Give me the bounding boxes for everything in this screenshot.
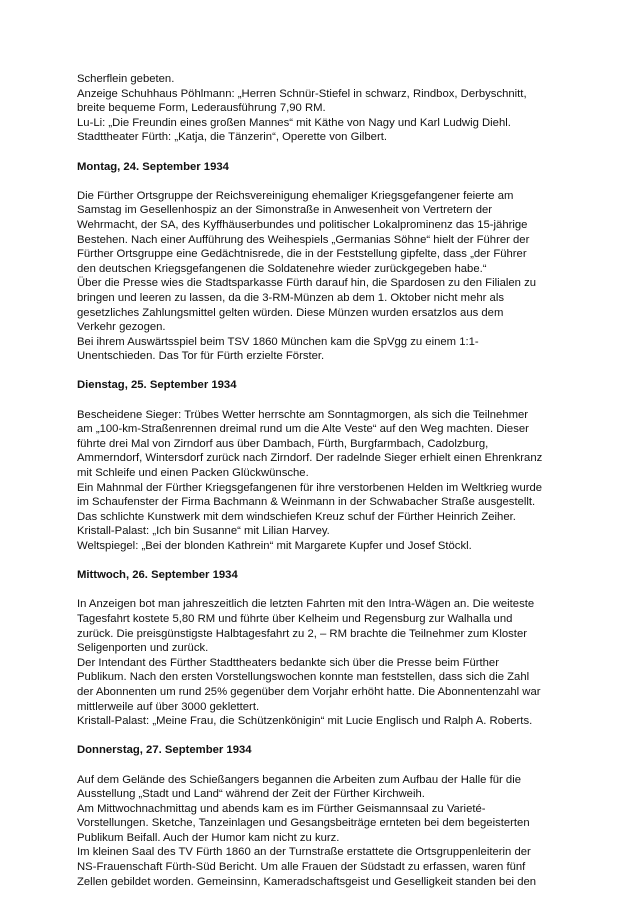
text-line: Im kleinen Saal des TV Fürth 1860 an der Turnstraße erstattete die Ortsgruppenleiterin der bbox=[77, 846, 531, 859]
text-line: Tagesfahrt kostete 5,80 RM und führte über Kelheim und Regensburg zur Walhalla und bbox=[77, 612, 513, 625]
text-line: Kristall-Palast: „Ich bin Susanne“ mit Lilian Harvey. bbox=[77, 525, 330, 538]
text-line: führte drei Mal von Zirndorf aus über Dambach, Fürth, Burgfarmbach, Cadolzburg, bbox=[77, 437, 489, 450]
text-line: Fürther Ortsgruppe eine Gedächtnisrede, die in der Feststellung gipfelte, dass „der Führer bbox=[77, 248, 527, 261]
text-line: Ausstellung „Stadt und Land“ während der Zeit der Fürther Kirchweih. bbox=[77, 788, 425, 801]
text-line: Bescheidene Sieger: Trübes Wetter herrschte am Sonntagmorgen, als sich die Teilnehmer bbox=[77, 408, 529, 421]
text-line: Das schlichte Kunstwerk mit dem windschiefen Kreuz schuf der Fürther Heinrich Zeiher. bbox=[77, 510, 516, 523]
text-line: Am Mittwochnachmittag und abends kam es im Fürther Geismannsaal zu Varieté- bbox=[77, 802, 486, 815]
text-line: Wehrmacht, der SA, des Kyffhäuserbundes und politischer Lokalprominenz das 15-jährige bbox=[77, 218, 528, 231]
text-line: mittlerweile auf über 3000 geklettert. bbox=[77, 700, 260, 713]
text-line: Weltspiegel: „Bei der blonden Kathrein“ mit Margarete Kupfer und Josef Stöckl. bbox=[77, 540, 472, 552]
section-heading: Donnerstag, 27. September 1934 bbox=[77, 744, 252, 757]
section-heading: Dienstag, 25. September 1934 bbox=[77, 379, 237, 392]
text-line: der Abonnenten um rund 25% gegenüber dem Vorjahr erhöht hatte. Die Abonnentenzahl war bbox=[77, 685, 541, 698]
text-line: mit Schleife und einen Packen Glückwünsche. bbox=[77, 467, 309, 480]
intro-block bbox=[77, 72, 577, 145]
text-line: Der Intendant des Fürther Stadttheaters bedankte sich über die Presse beim Fürther bbox=[77, 656, 499, 669]
text-line: Samstag im Gesellenhospiz an der Simonstraße in Anwesenheit von Vertretern der bbox=[77, 204, 493, 217]
text-line: Vorstellungen. Sketche, Tanzeinlagen und Gesangsbeiträge ernteten bei dem begeisterten bbox=[77, 817, 530, 830]
text-line: Bei ihrem Auswärtsspiel beim TSV 1860 München kam die SpVgg zu einem 1:1- bbox=[77, 335, 479, 348]
text-line: NS-Frauenschaft Fürth-Süd Bericht. Um alle Frauen der Südstadt zu erfassen, waren fünf bbox=[77, 861, 526, 874]
text-line: bringen und leeren zu lassen, da die 3-RM-Münzen ab dem 1. Oktober nicht mehr als bbox=[77, 291, 504, 304]
section-heading: Montag, 24. September 1934 bbox=[77, 160, 229, 173]
text-line: Publikum. Nach den ersten Vorstellungswochen konnte man feststellen, dass sich die Zahl bbox=[77, 671, 530, 684]
text-line: Kristall-Palast: „Meine Frau, die Schützenkönigin“ mit Lucie Englisch und Ralph A. Roberts. bbox=[77, 715, 533, 728]
document-page bbox=[77, 72, 577, 889]
text-line: am „100-km-Straßenrennen dreimal rund um die Alte Veste“ auf den Weg machten. Dieser bbox=[77, 423, 529, 436]
section-body bbox=[77, 773, 577, 890]
text-line: zurück. Die preisgünstigste Halbtagesfahrt zu 2, – RM brachte die Teilnehmer zum Kloster bbox=[77, 627, 527, 640]
text-line: Seligenporten und zurück. bbox=[77, 642, 209, 655]
text-line: breite bequeme Form, Lederausführung 7,90 RM. bbox=[77, 102, 326, 115]
text-line: Über die Presse wies die Stadtsparkasse Fürth darauf hin, die Spardosen zu den Filialen zu bbox=[77, 277, 537, 290]
text-line: Unentschieden. Das Tor für Fürth erzielte Förster. bbox=[77, 350, 325, 363]
text-line: Scherflein gebeten. bbox=[77, 73, 175, 85]
text-line: im Schaufenster der Firma Bachmann & Weinmann in der Schwabacher Straße ausgestellt. bbox=[77, 496, 536, 509]
text-line: Die Fürther Ortsgruppe der Reichsvereinigung ehemaliger Kriegsgefangener feierte am bbox=[77, 189, 514, 202]
section-body bbox=[77, 597, 577, 728]
text-line: Ein Mahnmal der Fürther Kriegsgefangenen für ihre verstorbenen Helden im Weltkrieg wurde bbox=[77, 481, 543, 494]
text-line: gesetzliches Zahlungsmittel gelten würden. Diese Münzen wurden ersatzlos aus dem bbox=[77, 306, 504, 319]
text-line: Stadttheater Fürth: „Katja, die Tänzerin“, Operette von Gilbert. bbox=[77, 131, 387, 144]
text-line: Auf dem Gelände des Schießangers begannen die Arbeiten zum Aufbau der Halle für die bbox=[77, 773, 522, 786]
text-line: In Anzeigen bot man jahreszeitlich die letzten Fahrten mit den Intra-Wägen an. Die weiteste bbox=[77, 598, 535, 611]
text-line: Publikum Beifall. Auch der Humor kam nicht zu kurz. bbox=[77, 831, 340, 844]
text-line: Verkehr gezogen. bbox=[77, 321, 166, 334]
section-body bbox=[77, 189, 577, 364]
text-line: Anzeige Schuhhaus Pöhlmann: „Herren Schnür-Stiefel in schwarz, Rindbox, Derbyschnitt, bbox=[77, 87, 527, 100]
text-line: Zellen gebildet worden. Gemeinsinn, Kameradschaftsgeist und Geselligkeit standen bei den bbox=[77, 875, 537, 888]
text-line: den deutschen Kriegsgefangenen die Soldatenehre wieder zurückgegeben habe.“ bbox=[77, 262, 487, 275]
section-body bbox=[77, 408, 577, 554]
text-line: Ammerndorf, Wintersdorf zurück nach Zirndorf. Der radelnde Sieger erhielt einen Ehrenkranz bbox=[77, 452, 543, 465]
section-heading: Mittwoch, 26. September 1934 bbox=[77, 569, 238, 582]
text-line: Bestehen. Nach einer Aufführung des Weihespiels „Germanias Söhne“ hielt der Führer der bbox=[77, 233, 530, 246]
text-line: Lu-Li: „Die Freundin eines großen Mannes“ mit Käthe von Nagy und Karl Ludwig Diehl. bbox=[77, 116, 511, 129]
